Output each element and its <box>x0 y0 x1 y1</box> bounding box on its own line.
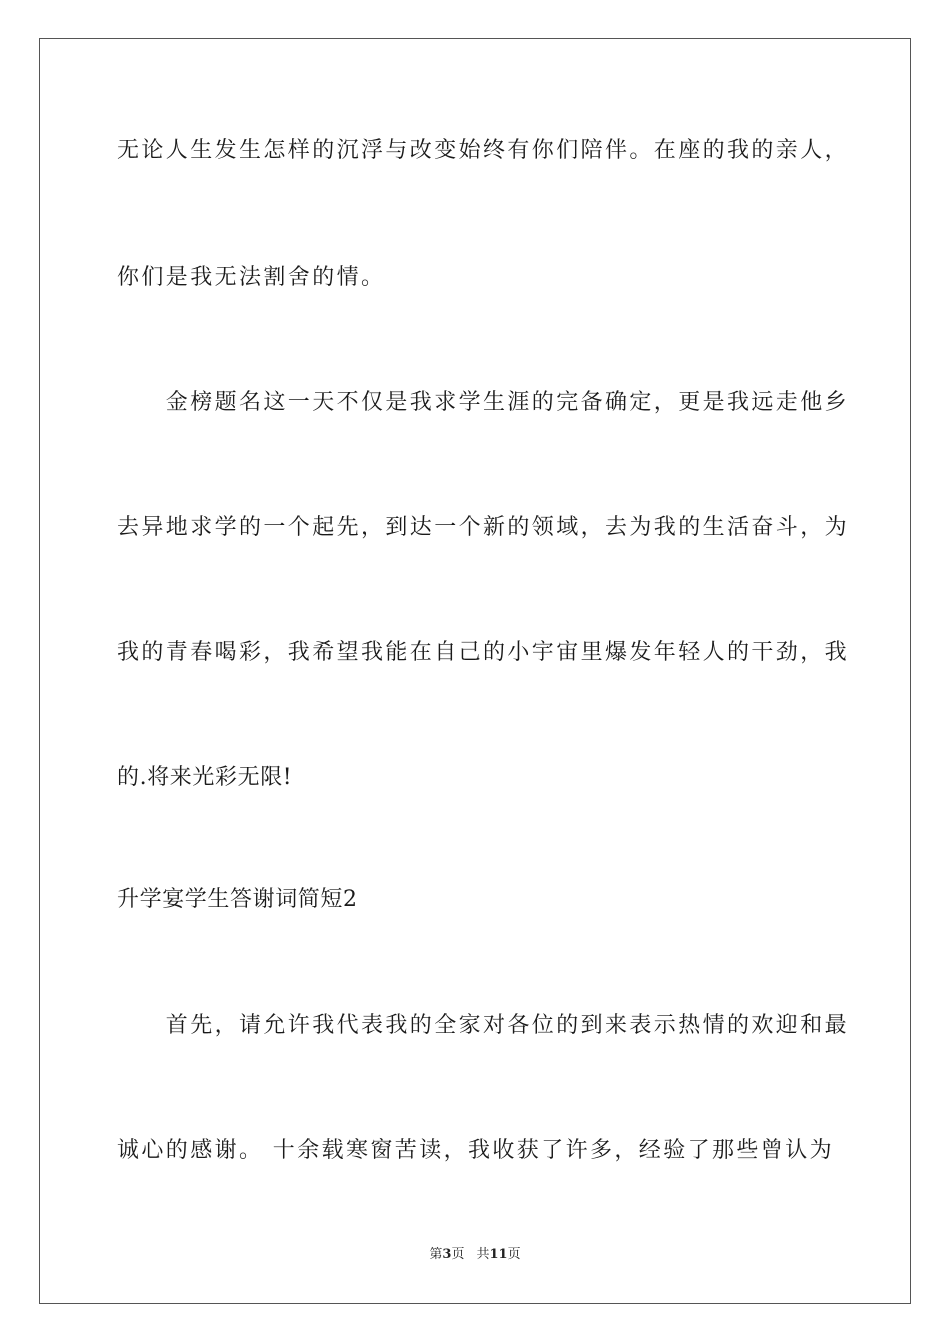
body-line-4: 去异地求学的一个起先，到达一个新的领域，去为我的生活奋斗，为 <box>117 515 850 540</box>
section-heading: 升学宴学生答谢词简短2 <box>117 887 358 912</box>
footer-page-prefix: 第 <box>429 1247 443 1262</box>
body-line-6: 的.将来光彩无限! <box>117 765 293 790</box>
footer-page-suffix: 页 <box>451 1247 465 1262</box>
footer-total-suffix: 页 <box>507 1247 521 1262</box>
page-border <box>39 38 911 1304</box>
body-line-1: 无论人生发生怎样的沉浮与改变始终有你们陪伴。在座的我的亲人， <box>117 138 850 163</box>
footer-total-prefix: 共 <box>476 1247 490 1262</box>
body-line-3: 金榜题名这一天不仅是我求学生涯的完备确定，更是我远走他乡 <box>117 390 850 415</box>
footer-total-number: 11 <box>489 1247 508 1262</box>
page-footer <box>0 1246 950 1264</box>
body-line-7: 首先，请允许我代表我的全家对各位的到来表示热情的欢迎和最 <box>117 1013 850 1038</box>
body-line-8: 诚心的感谢。 十余载寒窗苦读，我收获了许多，经验了那些曾认为 <box>117 1138 834 1163</box>
body-line-2: 你们是我无法割舍的情。 <box>117 265 386 290</box>
body-line-5: 我的青春喝彩，我希望我能在自己的小宇宙里爆发年轻人的干劲，我 <box>117 640 850 665</box>
footer-page-number: 3 <box>442 1247 452 1262</box>
